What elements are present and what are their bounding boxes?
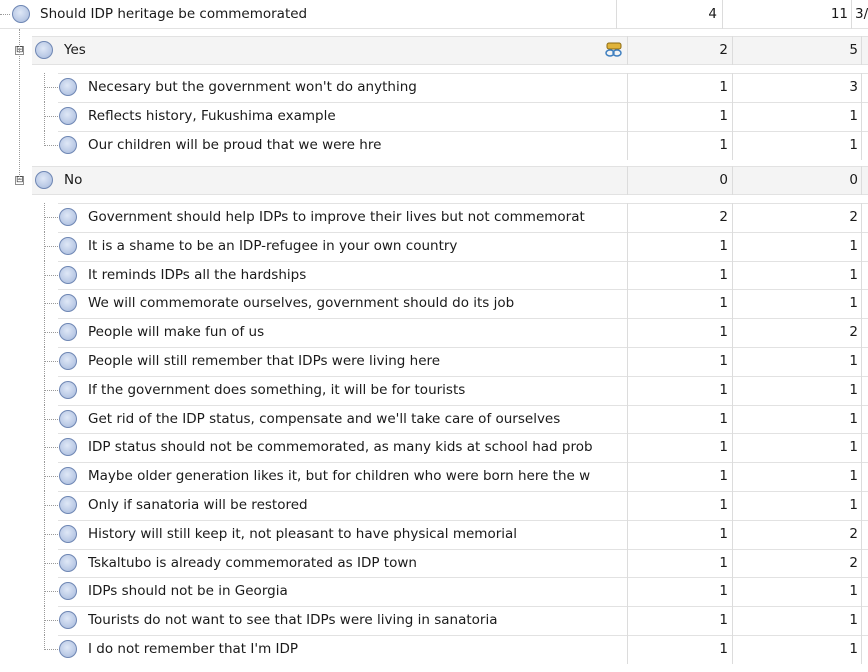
tree-connector [44, 620, 58, 621]
references-count: 1 [849, 497, 858, 513]
col-divider [628, 261, 733, 290]
references-count: 0 [849, 172, 858, 188]
node-icon [59, 467, 77, 485]
node-label: IDP status should not be commemorated, as many kids at school had prob [88, 439, 593, 455]
node-label: Tskaltubo is already commemorated as IDP town [88, 555, 417, 571]
tree-row-item[interactable] [0, 520, 868, 549]
col-divider [628, 232, 733, 261]
node-icon [59, 208, 77, 226]
references-count: 2 [849, 324, 858, 340]
col-divider [733, 520, 862, 549]
tree-row-item[interactable] [0, 405, 868, 434]
col-divider [600, 289, 628, 318]
col-divider [628, 289, 733, 318]
collapse-toggle-icon[interactable]: ⊟ [16, 45, 24, 55]
tree-row-item[interactable] [0, 232, 868, 261]
col-divider [733, 462, 862, 491]
node-icon [59, 438, 77, 456]
sources-count: 1 [719, 411, 728, 427]
node-label: Reflects history, Fukushima example [88, 108, 336, 124]
node-label: Government should help IDPs to improve their lives but not commemorat [88, 209, 585, 225]
tree-connector [44, 145, 58, 146]
sources-count: 4 [708, 6, 717, 22]
col-divider [600, 166, 628, 195]
tree-connector [44, 275, 58, 276]
node-label: People will make fun of us [88, 324, 265, 340]
node-icon [59, 640, 77, 658]
tree-connector [44, 217, 58, 218]
tree-row-item[interactable] [0, 635, 868, 664]
tree-row-item[interactable] [0, 462, 868, 491]
tree-connector [44, 563, 58, 564]
col-divider [590, 0, 617, 29]
node-label: Only if sanatoria will be restored [88, 497, 308, 513]
tree-connector [44, 303, 58, 304]
node-icon [59, 78, 77, 96]
tree-connector [44, 635, 45, 650]
tree-row-item[interactable] [0, 131, 868, 160]
tree-connector [44, 419, 58, 420]
node-icon [59, 237, 77, 255]
col-divider [600, 491, 628, 520]
node-icon [59, 107, 77, 125]
col-divider [600, 549, 628, 578]
col-divider [600, 131, 628, 160]
col-divider [600, 405, 628, 434]
col-divider [600, 232, 628, 261]
sources-count: 1 [719, 238, 728, 254]
references-count: 2 [849, 526, 858, 542]
col-divider [628, 433, 733, 462]
node-icon [59, 352, 77, 370]
col-divider [733, 289, 862, 318]
col-divider [600, 577, 628, 606]
node-label: No [64, 172, 83, 188]
references-count: 11 [830, 6, 848, 22]
tree-connector [44, 87, 58, 88]
sources-count: 1 [719, 497, 728, 513]
tree-row-item[interactable] [0, 203, 868, 232]
sources-count: 2 [719, 42, 728, 58]
col-divider [600, 36, 628, 65]
col-divider [617, 0, 723, 29]
col-divider [628, 549, 733, 578]
tree-row-group-yes[interactable] [0, 36, 868, 65]
tree-connector [44, 505, 58, 506]
col-divider [600, 347, 628, 376]
node-icon [59, 410, 77, 428]
col-divider [628, 347, 733, 376]
node-icon [35, 41, 53, 59]
tree-row-item[interactable] [0, 549, 868, 578]
sources-count: 1 [719, 612, 728, 628]
tree-connector [19, 29, 20, 179]
node-icon [35, 171, 53, 189]
col-divider [733, 131, 862, 160]
tree-connector [44, 447, 58, 448]
sources-count: 1 [719, 555, 728, 571]
references-count: 1 [849, 108, 858, 124]
sources-count: 1 [719, 439, 728, 455]
tree-connector [44, 361, 58, 362]
col-divider [628, 635, 733, 664]
references-count: 1 [849, 439, 858, 455]
col-divider [733, 577, 862, 606]
col-divider [628, 166, 733, 195]
references-count: 1 [849, 137, 858, 153]
col-divider [723, 0, 852, 29]
node-label: I do not remember that I'm IDP [88, 641, 299, 657]
col-divider [628, 606, 733, 635]
tree-connector [44, 116, 58, 117]
references-count: 1 [849, 468, 858, 484]
col-divider [733, 405, 862, 434]
references-count: 1 [849, 382, 858, 398]
col-divider [733, 73, 862, 102]
node-label: IDPs should not be in Georgia [88, 583, 288, 599]
sources-count: 1 [719, 324, 728, 340]
tree-row-item[interactable] [0, 318, 868, 347]
sources-count: 1 [719, 526, 728, 542]
col-divider [600, 261, 628, 290]
references-count: 1 [849, 295, 858, 311]
references-count: 1 [849, 411, 858, 427]
references-count: 2 [849, 555, 858, 571]
tree-row-item[interactable] [0, 433, 868, 462]
sources-count: 1 [719, 468, 728, 484]
col-divider [628, 131, 733, 160]
col-divider [600, 102, 628, 131]
col-divider [628, 376, 733, 405]
tree-row-item[interactable] [0, 347, 868, 376]
tree-row-item[interactable] [0, 577, 868, 606]
node-icon [59, 496, 77, 514]
node-icon [59, 294, 77, 312]
references-count: 2 [849, 209, 858, 225]
col-divider [628, 73, 733, 102]
col-divider [600, 606, 628, 635]
node-icon [59, 525, 77, 543]
node-label: Tourists do not want to see that IDPs were living in sanatoria [88, 612, 498, 628]
col-divider [628, 577, 733, 606]
col-divider [628, 36, 733, 65]
col-divider [733, 232, 862, 261]
col-divider [733, 376, 862, 405]
col-divider [628, 462, 733, 491]
col-divider [628, 520, 733, 549]
col-divider [733, 491, 862, 520]
tree-connector [44, 476, 58, 477]
tree-connector [44, 534, 58, 535]
node-label: If the government does something, it will be for tourists [88, 382, 466, 398]
tree-row-item[interactable] [0, 73, 868, 102]
sources-count: 1 [719, 353, 728, 369]
col-divider [600, 203, 628, 232]
sources-count: 1 [719, 108, 728, 124]
created-column: 3/ [855, 6, 868, 22]
references-count: 3 [849, 79, 858, 95]
col-divider [628, 203, 733, 232]
col-divider [600, 520, 628, 549]
tree-row-item[interactable] [0, 289, 868, 318]
col-divider [733, 606, 862, 635]
sources-count: 0 [719, 172, 728, 188]
node-label: Yes [64, 42, 86, 58]
sources-count: 1 [719, 137, 728, 153]
node-label: Maybe older generation likes it, but for children who were born here the w [88, 468, 591, 484]
tree-connector [44, 390, 58, 391]
tree-row-item[interactable] [0, 376, 868, 405]
node-label: Our children will be proud that we were hre [88, 137, 382, 153]
col-divider [600, 376, 628, 405]
node-icon [59, 381, 77, 399]
col-divider [733, 203, 862, 232]
node-icon [59, 611, 77, 629]
tree-connector [0, 14, 10, 15]
node-label: People will still remember that IDPs were living here [88, 353, 441, 369]
tree-row-item[interactable] [0, 606, 868, 635]
col-divider [600, 73, 628, 102]
references-count: 1 [849, 583, 858, 599]
tree-row-root[interactable] [0, 0, 868, 29]
col-divider [600, 433, 628, 462]
col-divider [733, 166, 862, 195]
sources-count: 1 [719, 641, 728, 657]
node-icon [59, 266, 77, 284]
sources-count: 2 [719, 209, 728, 225]
node-label: We will commemorate ourselves, government should do its job [88, 295, 515, 311]
tree-connector [44, 649, 58, 650]
sources-count: 1 [719, 583, 728, 599]
node-label: Should IDP heritage be commemorated [40, 6, 308, 22]
sources-count: 1 [719, 79, 728, 95]
node-icon [59, 554, 77, 572]
sources-count: 1 [719, 295, 728, 311]
references-count: 1 [849, 267, 858, 283]
references-count: 1 [849, 238, 858, 254]
tree-connector [44, 591, 58, 592]
node-icon [59, 323, 77, 341]
col-divider [733, 635, 862, 664]
node-label: History will still keep it, not pleasant to have physical memorial [88, 526, 518, 542]
collapse-toggle-icon[interactable]: ⊟ [16, 175, 24, 185]
col-divider [733, 318, 862, 347]
node-icon [59, 136, 77, 154]
sources-count: 1 [719, 382, 728, 398]
col-divider [733, 433, 862, 462]
col-divider [628, 405, 733, 434]
col-divider [628, 102, 733, 131]
tree-row-item[interactable] [0, 102, 868, 131]
tree-row-group-no[interactable] [0, 166, 868, 195]
references-count: 5 [849, 42, 858, 58]
tree-connector [44, 246, 58, 247]
node-icon [59, 582, 77, 600]
tree-connector [44, 131, 45, 146]
references-count: 1 [849, 612, 858, 628]
references-count: 1 [849, 641, 858, 657]
node-label: Necesary but the government won't do anything [88, 79, 417, 95]
col-divider [733, 36, 862, 65]
node-icon [12, 5, 30, 23]
col-divider [628, 318, 733, 347]
node-label: It is a shame to be an IDP-refugee in your own country [88, 238, 458, 254]
col-divider [600, 318, 628, 347]
tree-connector [44, 332, 58, 333]
tree-row-item[interactable] [0, 491, 868, 520]
col-divider [600, 462, 628, 491]
col-divider [733, 102, 862, 131]
tree-row-item[interactable] [0, 261, 868, 290]
node-label: Get rid of the IDP status, compensate and we'll take care of ourselves [88, 411, 561, 427]
col-divider [628, 491, 733, 520]
col-divider [733, 347, 862, 376]
col-divider [733, 549, 862, 578]
sources-count: 1 [719, 267, 728, 283]
col-divider [600, 635, 628, 664]
references-count: 1 [849, 353, 858, 369]
col-divider [733, 261, 862, 290]
node-label: It reminds IDPs all the hardships [88, 267, 307, 283]
